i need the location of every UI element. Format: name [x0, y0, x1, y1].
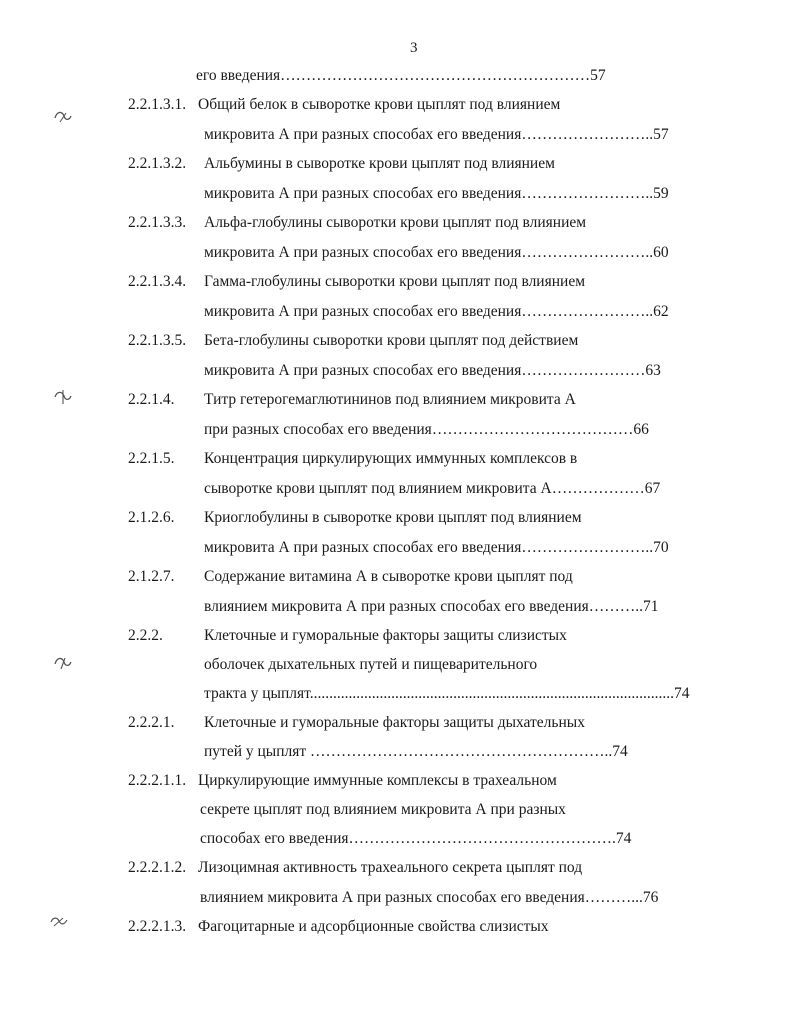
toc-line: микровита А при разных способах его введения……………………..57	[204, 126, 669, 143]
toc-line: Лизоцимная активность трахеального секрета цыплят под	[198, 859, 583, 876]
toc-line: путей у цыплят …………………………………………………..74	[204, 743, 628, 760]
margin-stamp-icon	[48, 913, 70, 931]
margin-stamp-icon	[52, 108, 74, 126]
toc-line: Клеточные и гуморальные факторы защиты слизистых	[204, 627, 567, 644]
toc-line: Гамма-глобулины сыворотки крови цыплят под влиянием	[204, 273, 586, 290]
toc-line: Криоглобулины в сыворотке крови цыплят под влиянием	[204, 509, 582, 526]
toc-entry-number: 2.1.2.7.	[128, 568, 175, 585]
toc-entry-number: 2.2.2.1.1.	[128, 772, 187, 789]
toc-line: Альбумины в сыворотке крови цыплят под влиянием	[204, 155, 555, 172]
toc-line: Бета-глобулины сыворотки крови цыплят под действием	[204, 332, 579, 349]
toc-entry-number: 2.2.1.3.5.	[128, 332, 187, 349]
toc-line: сыворотке крови цыплят под влиянием микровита А………………67	[204, 480, 661, 497]
toc-entry-number: 2.2.2.	[128, 627, 163, 644]
toc-entry-number: 2.1.2.6.	[128, 509, 175, 526]
toc-entry-number: 2.2.1.4.	[128, 391, 175, 408]
toc-line: Общий белок в сыворотке крови цыплят под влиянием	[198, 96, 561, 113]
toc-entry-number: 2.2.1.3.1.	[128, 96, 187, 113]
toc-entry-number: 2.2.2.1.	[128, 714, 175, 731]
toc-line: Клеточные и гуморальные факторы защиты дыхательных	[204, 714, 585, 731]
toc-line: микровита А при разных способах его введения……………………..70	[204, 539, 669, 556]
toc-line: микровита А при разных способах его введения……………………..62	[204, 303, 669, 320]
toc-line: микровита А при разных способах его введения……………………63	[204, 362, 661, 379]
toc-line: влиянием микровита А при разных способах его введения………...76	[200, 889, 659, 906]
toc-entry-number: 2.2.2.1.2.	[128, 859, 187, 876]
toc-line: при разных способах его введения…………………………………66	[204, 421, 649, 438]
toc-line: влиянием микровита А при разных способах его введения………..71	[204, 598, 659, 615]
margin-stamp-icon	[52, 388, 74, 406]
toc-line: секрете цыплят под влиянием микровита А при разных	[200, 801, 566, 818]
toc-entry-number: 2.2.1.5.	[128, 450, 175, 467]
toc-line: Содержание витамина А в сыворотке крови цыплят под	[204, 568, 573, 585]
toc-line: Титр гетерогемаглютининов под влиянием микровита А	[204, 391, 576, 408]
toc-line: способах его введения…………………………………………….74	[200, 830, 632, 847]
toc-line: Фагоцитарные и адсорбционные свойства слизистых	[198, 918, 549, 935]
toc-line: оболочек дыхательных путей и пищеварительного	[204, 656, 538, 673]
toc-line: Альфа-глобулины сыворотки крови цыплят под влиянием	[204, 214, 587, 231]
toc-line: микровита А при разных способах его введения……………………..59	[204, 185, 669, 202]
toc-line: его введения……………………………………………………57	[196, 67, 606, 84]
page-number: 3	[410, 40, 418, 56]
toc-line: тракта у цыплят..............................................................................................74	[204, 685, 690, 702]
toc-line: микровита А при разных способах его введения……………………..60	[204, 244, 669, 261]
toc-entry-number: 2.2.1.3.4.	[128, 273, 187, 290]
toc-line: Циркулирующие иммунные комплексы в трахеальном	[198, 772, 557, 789]
margin-stamp-icon	[52, 654, 74, 672]
toc-entry-number: 2.2.2.1.3.	[128, 918, 187, 935]
toc-line: Концентрация циркулирующих иммунных комплексов в	[204, 450, 578, 467]
toc-entry-number: 2.2.1.3.2.	[128, 155, 187, 172]
toc-entry-number: 2.2.1.3.3.	[128, 214, 187, 231]
